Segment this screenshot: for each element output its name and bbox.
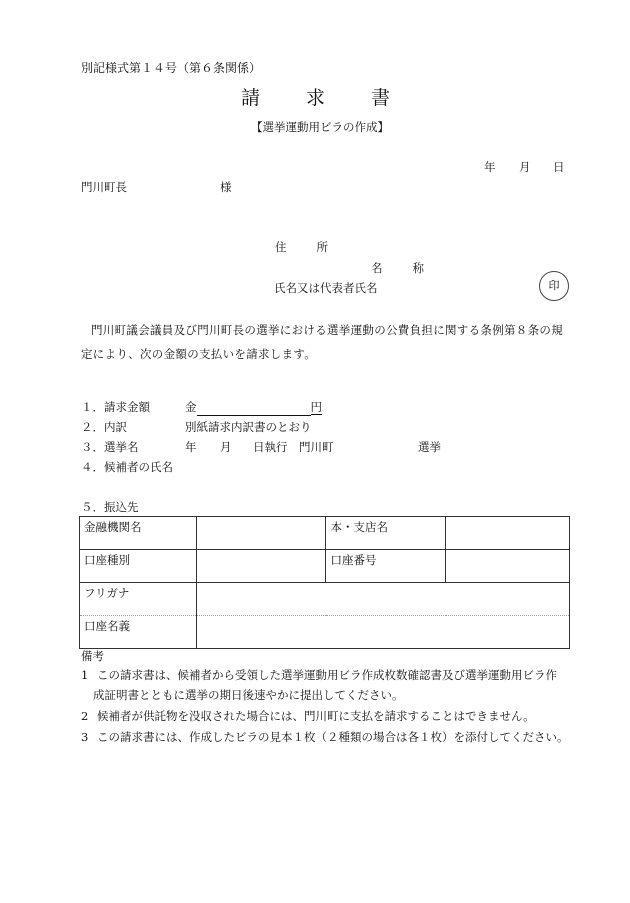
account-type-label: 口座種別 — [80, 550, 197, 583]
addressee-honorific: 様 — [220, 180, 232, 194]
note-3-number: 3 — [81, 730, 89, 744]
election-type: 選挙 — [418, 440, 441, 454]
election-town: 門川町 — [299, 440, 334, 454]
election-month: 月 — [220, 440, 232, 454]
account-name-field[interactable] — [196, 616, 569, 649]
branch-field[interactable] — [446, 517, 570, 550]
address-label: 住所 — [275, 240, 358, 254]
item-election-label: ３．選挙名 — [81, 440, 139, 454]
bank-label: 金融機関名 — [80, 517, 197, 550]
item-breakdown-label: ２．内訳 — [81, 420, 127, 434]
note-2-text: 候補者が供託物を没収された場合には、門川町に支払を請求することはできません。 — [97, 709, 535, 723]
furigana-label: フリガナ — [80, 583, 197, 616]
request-body — [81, 318, 569, 366]
transfer-table — [79, 516, 570, 649]
account-type-field[interactable] — [196, 550, 326, 583]
page-subtitle: 【選挙運動用ビラの作成】 — [251, 120, 389, 134]
name-label: 名称 — [371, 261, 454, 275]
note-2-number: 2 — [81, 709, 89, 723]
representative-label: 氏名又は代表者氏名 — [274, 281, 378, 295]
note-1-line2: 成証明書とともに選挙の期日後速やかに提出してください。 — [93, 688, 404, 702]
branch-label: 本・支店名 — [326, 517, 446, 550]
note-1-number: 1 — [81, 668, 89, 682]
item-amount-label: １．請求金額 — [81, 400, 150, 414]
request-body-line2: 定により、次の金額の支払いを請求します。 — [81, 347, 317, 361]
request-body-line1: 門川町議会議員及び門川町長の選挙における選挙運動の公費負担に関する条例第８条の規 — [91, 323, 563, 337]
account-number-label: 口座番号 — [326, 550, 446, 583]
page-title: 請求書 — [241, 87, 437, 109]
item-breakdown-value: 別紙請求内訳書のとおり — [185, 420, 312, 434]
election-day-exec: 日執行 — [253, 440, 288, 454]
furigana-field[interactable] — [196, 583, 569, 616]
bank-field[interactable] — [196, 517, 326, 550]
amount-suffix: 円 — [310, 400, 322, 414]
amount-field[interactable] — [197, 401, 311, 416]
date-day-label: 日 — [553, 160, 565, 174]
date-month-label: 月 — [519, 160, 531, 174]
seal-mark: 印 — [539, 271, 569, 301]
item-amount-value — [185, 400, 322, 416]
account-name-label: 口座名義 — [80, 616, 197, 649]
note-1-line1: この請求書は、候補者から受領した選挙運動用ビラ作成枚数確認書及び選挙運動用ビラ作 — [97, 668, 557, 682]
date-year-label: 年 — [484, 160, 496, 174]
form-number: 別記様式第１４号（第６条関係） — [81, 61, 262, 75]
amount-prefix: 金 — [185, 400, 197, 414]
item-candidate-label: ４．候補者の氏名 — [81, 460, 173, 474]
account-number-field[interactable] — [446, 550, 570, 583]
notes-heading: 備考 — [81, 649, 104, 663]
transfer-heading: ５．振込先 — [81, 500, 139, 514]
addressee-name: 門川町長 — [81, 180, 127, 194]
election-year: 年 — [185, 440, 197, 454]
note-3-text: この請求書には、作成したビラの見本１枚（２種類の場合は各１枚）を添付してください。 — [97, 730, 569, 744]
